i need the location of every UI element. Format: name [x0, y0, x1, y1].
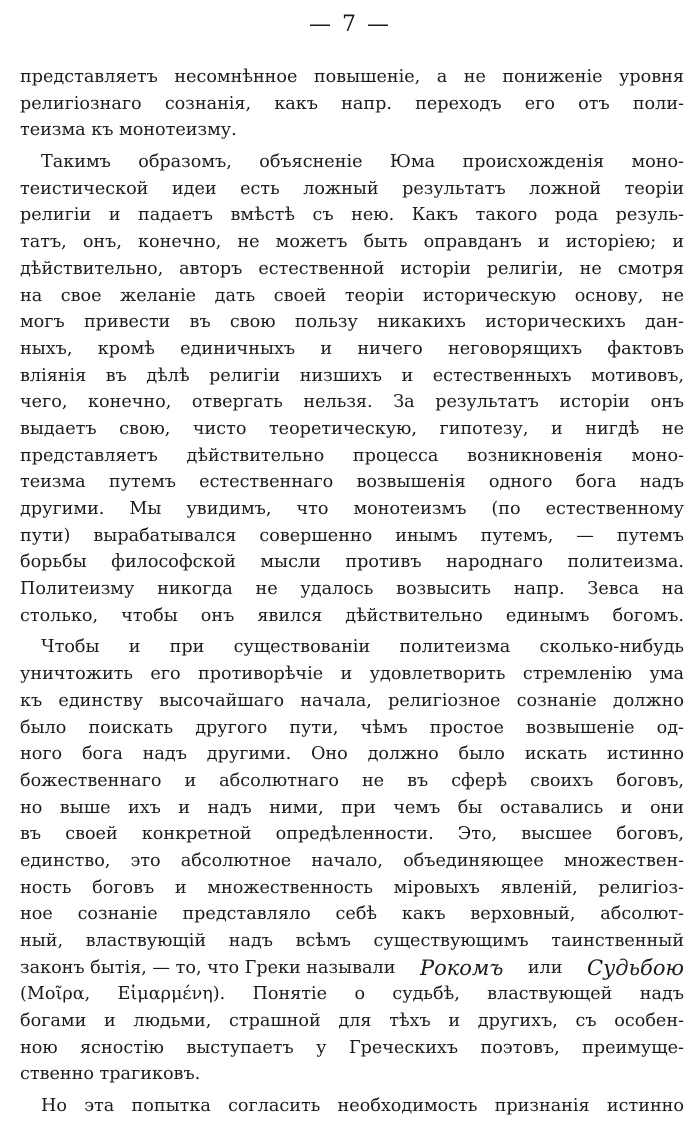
- paragraph-hume: [20, 149, 684, 629]
- text-line: Политеизму никогда не удалось возвысить напр. Зевса на: [20, 579, 684, 600]
- text-line: Такимъ образомъ, объясненіе Юма происхожденія моно-: [41, 152, 684, 173]
- text-fragment: или: [522, 957, 569, 978]
- text-line: ныхъ, кромѣ единичныхъ и ничего неговорящихъ фактовъ: [20, 338, 684, 359]
- italic-term-rok: Рокомъ: [419, 955, 504, 980]
- page-body: [20, 64, 684, 1120]
- text-line: Но эта попытка согласить необходимость признанія истинно: [41, 1096, 684, 1117]
- text-line: ною ясностію выступаетъ у Греческихъ поэтовъ, преимуще-: [20, 1037, 684, 1058]
- text-line: другими. Мы увидимъ, что монотеизмъ (по естественному: [20, 499, 684, 519]
- text-line: татъ, онъ, конечно, не можетъ быть оправданъ и исторіею; и: [20, 232, 684, 253]
- text-line: но выше ихъ и надъ ними, при чемъ бы оставались и они: [20, 797, 684, 818]
- text-line: теизма путемъ естественнаго возвышенія одного бога надъ: [20, 472, 684, 493]
- text-line: ственно трагиковъ.: [20, 1064, 201, 1085]
- text-line: столько, чтобы онъ явился дѣйствительно единымъ богомъ.: [20, 605, 684, 626]
- text-line: единство, это абсолютное начало, объединяющее множествен-: [20, 850, 684, 871]
- text-line: пути) вырабатывался совершенно инымъ путемъ, — путемъ: [20, 525, 684, 546]
- text-line: ность боговъ и множественность міровыхъ явленій, религіоз-: [20, 877, 684, 898]
- text-line: религіознаго сознанія, какъ напр. переходъ его отъ поли-: [20, 93, 684, 114]
- paragraph-continuation: [20, 64, 684, 144]
- text-line: борьбы философской мысли противъ народнаго политеизма.: [20, 552, 684, 573]
- text-line: уничтожить его противорѣчіе и удовлетворить стремленію ума: [20, 664, 684, 685]
- text-line: Чтобы и при существованіи политеизма сколько-нибудь: [41, 637, 684, 658]
- text-line: дѣйствительно, авторъ естественной исторіи религіи, не смотря: [20, 258, 684, 279]
- text-line: богами и людьми, страшной для тѣхъ и другихъ, съ особен-: [20, 1011, 684, 1032]
- text-line: представляетъ несомнѣнное повышеніе, а не пониженіе уровня: [20, 67, 684, 87]
- text-line: представляетъ дѣйствительно процесса возникновенія моно-: [20, 445, 684, 466]
- text-line: теизма къ монотеизму.: [20, 120, 237, 141]
- paragraph-fate: [20, 634, 684, 1088]
- text-line: теистической идеи есть ложный результатъ ложной теоріи: [20, 178, 684, 199]
- paragraph-next: [20, 1093, 684, 1120]
- text-line: чего, конечно, отвергать нельзя. За результатъ исторіи онъ: [20, 392, 684, 413]
- text-line: выдаетъ свою, чисто теоретическую, гипотезу, и нигдѣ не: [20, 418, 684, 439]
- text-line: на свое желаніе дать своей теоріи историческую основу, не: [20, 285, 684, 306]
- italic-term-sudba: Судьбою: [587, 955, 684, 980]
- text-line: вліянія въ дѣлѣ религіи низшихъ и естественныхъ мотивовъ,: [20, 365, 684, 386]
- text-line: къ единству высочайшаго начала, религіозное сознаніе должно: [20, 690, 684, 711]
- text-line: божественнаго и абсолютнаго не въ сферѣ своихъ боговъ,: [20, 770, 684, 791]
- text-line: было поискать другого пути, чѣмъ простое возвышеніе од-: [20, 717, 684, 738]
- text-line: могъ привести въ свою пользу никакихъ историческихъ дан-: [20, 312, 684, 333]
- text-fragment: законъ бытія, — то, что Греки называли: [20, 957, 402, 978]
- text-line-with-italics: [20, 955, 684, 982]
- text-line: ный, властвующій надъ всѣмъ существующимъ таинственный: [20, 931, 684, 951]
- page-number: — 7 —: [309, 12, 391, 37]
- text-line: ного бога надъ другими. Оно должно было искать истинно: [20, 744, 684, 765]
- text-line: ное сознаніе представляло себѣ какъ верховный, абсолют-: [20, 904, 684, 925]
- text-line: (Μοῖρα, Εἱμαρμένη). Понятіе о судьбѣ, властвующей надъ: [20, 984, 684, 1005]
- text-line: религіи и падаетъ вмѣстѣ съ нею. Какъ такого рода резуль-: [20, 205, 684, 226]
- text-line: въ своей конкретной опредѣленности. Это, высшее боговъ,: [20, 824, 684, 845]
